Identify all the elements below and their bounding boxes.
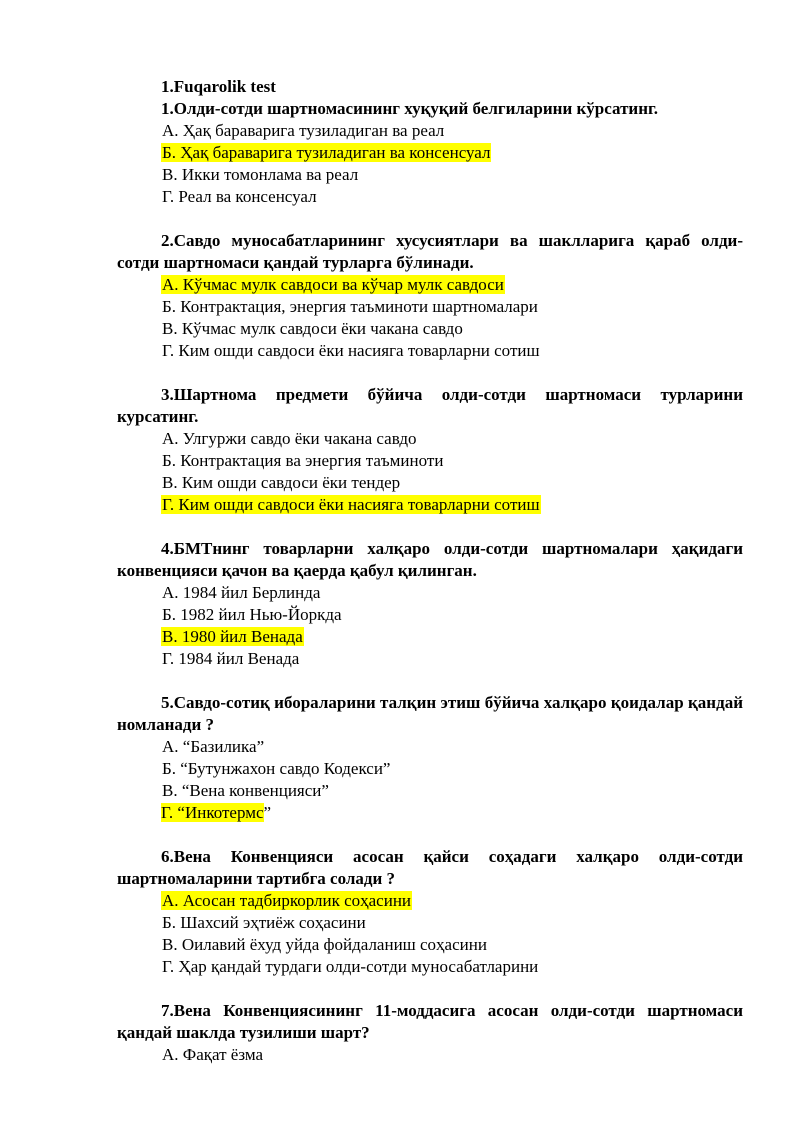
option-a: А. Фақат ёзма [162,1045,264,1064]
option-g-correct: Г. Ким ошди савдоси ёки насияга товарларни сотиш [162,495,540,514]
question-text: 4.БМТнинг товарларни халқаро олди-сотди шартномалари ҳақидаги конвенцияси қачон ва қаерда қабул қилинган. [117,539,743,580]
question-6 [117,846,743,978]
option-a-correct: А. Асосан тадбиркорлик соҳасини [162,891,412,910]
option-g: Г. Ким ошди савдоси ёки насияга товарларни сотиш [162,341,540,360]
highlighted-text: Г. “Инкотермс [161,803,264,822]
option-list [117,1044,743,1066]
option-list [117,274,743,362]
option-v: В. Оилавий ёхуд уйда фойдаланиш соҳасини [162,935,487,954]
question-text: 7.Вена Конвенциясининг 11-моддасига асосан олди-сотди шартномаси қандай шаклда тузилиши шарт? [117,1001,743,1042]
question-text: 6.Вена Конвенцияси асосан қайси соҳадаги халқаро олди-сотди шартномаларини тартибга солади ? [117,847,743,888]
question-4 [117,538,743,670]
question-1 [117,98,743,208]
option-b: Б. “Бутунжахон савдо Кодекси” [162,759,391,778]
option-v: В. “Вена конвенцияси” [162,781,329,800]
question-text: 2.Савдо муносабатларининг хусусиятлари ва шаклларига қараб олди-сотди шартномаси қандай турларга бўлинади. [117,231,743,272]
option-list [117,890,743,978]
option-b: Б. Контрактация, энергия таъминоти шартномалари [162,297,538,316]
option-v: В. Кўчмас мулк савдоси ёки чакана савдо [162,319,463,338]
question-text: 3.Шартнома предмети бўйича олди-сотди шартномаси турларини курсатинг. [117,385,743,426]
document-title: 1.Fuqarolik test [161,77,276,96]
option-b: Б. 1982 йил Нью-Йоркда [162,605,342,624]
option-b-correct: Б. Ҳақ бараварига тузиладиган ва консенсуал [162,143,491,162]
option-g: Г. Реал ва консенсуал [162,187,317,206]
question-text: 1.Олди-сотди шартномасининг хуқуқий белгиларини кўрсатинг. [161,99,659,118]
document-content [117,76,743,1088]
option-g: Г. Ҳар қандай турдаги олди-сотди муносабатларини [162,957,539,976]
option-list [117,120,743,208]
question-5 [117,692,743,824]
option-list [117,428,743,516]
unhighlighted-text: ” [263,803,272,822]
option-a-correct: А. Кўчмас мулк савдоси ва кўчар мулк савдоси [162,275,504,294]
option-a: А. 1984 йил Берлинда [162,583,321,602]
option-list [117,736,743,824]
option-b: Б. Контрактация ва энергия таъминоти [162,451,444,470]
option-a: А. Улгуржи савдо ёки чакана савдо [162,429,417,448]
question-7 [117,1000,743,1066]
option-v: В. Ким ошди савдоси ёки тендер [162,473,401,492]
option-a: А. Ҳақ бараварига тузиладиган ва реал [162,121,445,140]
option-b: Б. Шахсий эҳтиёж соҳасини [162,913,366,932]
option-g-correct [117,802,743,824]
question-3 [117,384,743,516]
option-v: В. Икки томонлама ва реал [162,165,359,184]
question-text: 5.Савдо-сотиқ ибораларини талқин этиш бўйича халқаро қоидалар қандай номланади ? [117,693,743,734]
option-a: А. “Базилика” [162,737,265,756]
option-g: Г. 1984 йил Венада [162,649,300,668]
question-2 [117,230,743,362]
option-v-correct: В. 1980 йил Венада [162,627,303,646]
option-list [117,582,743,670]
